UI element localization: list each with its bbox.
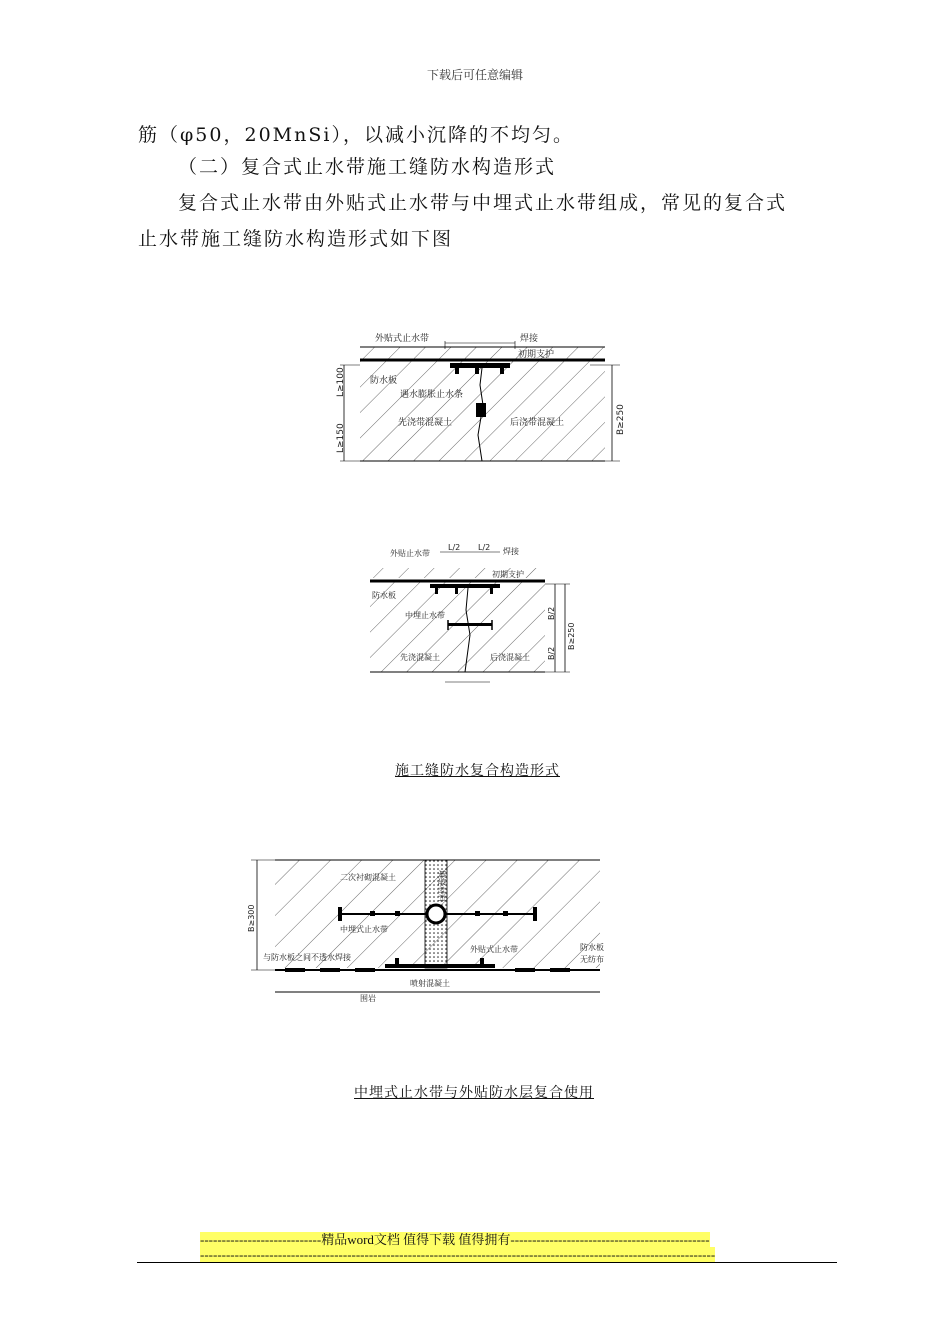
fig2-dim-l2: L/2 xyxy=(478,543,491,552)
fig2-dim-b2a: B/2 xyxy=(547,606,556,620)
caption-2: 中埋式止水带与外贴防水层复合使用 xyxy=(354,1085,594,1101)
fig3-outer-band-label: 外贴式止水带 xyxy=(470,945,518,954)
fig3-shotcrete-label: 喷射混凝土 xyxy=(410,979,450,988)
fig1-weld-label: 焊接 xyxy=(520,334,539,344)
footer-line-1: ----------------------------精品word文档 值得下载 值得拥有---------------------------------------------- xyxy=(200,1232,710,1247)
fig3-board-label: 防水板 xyxy=(580,943,604,952)
outer-waterstop xyxy=(450,363,510,368)
footer-line-2: ----------------------------------------------------------------------------------------------------------------------- xyxy=(200,1247,716,1262)
fig2-first-concrete-label: 先浇混凝土 xyxy=(400,653,440,662)
fig2-mid-band-label: 中埋止水带 xyxy=(405,611,445,620)
fig1-dim-100: L≥100 xyxy=(336,367,346,397)
fig2-outer-band-label: 外贴止水带 xyxy=(390,549,430,558)
fig2-dim-b2b: B/2 xyxy=(547,646,556,660)
fig3-mid-band-label: 中埋式止水带 xyxy=(340,925,388,934)
body-line-1: 筋（φ50，20MnSi），以减小沉降的不均匀。 xyxy=(138,124,574,146)
body-line-4: 止水带施工缝防水构造形式如下图 xyxy=(138,228,454,250)
fig2-weld-label: 焊接 xyxy=(503,547,519,556)
fig2-support-label: 初期支护 xyxy=(492,570,524,579)
mid-waterstop xyxy=(448,623,492,626)
fig1-board-label: 防水板 xyxy=(370,376,398,386)
caption-1: 施工缝防水复合构造形式 xyxy=(395,763,560,779)
footer-rule xyxy=(137,1262,837,1263)
fig1-outer-band-label: 外贴式止水带 xyxy=(375,334,430,344)
figure-3-diagram xyxy=(245,852,615,1002)
fig3-joint-fill-label: 填缝材料 xyxy=(437,870,446,902)
outer-waterstop-2 xyxy=(430,584,500,588)
section-heading: （二）复合式止水带施工缝防水构造形式 xyxy=(178,156,557,178)
fig3-cloth-label: 无纺布 xyxy=(580,955,604,964)
fig3-weld-note: 与防水板之间不透水焊接 xyxy=(263,953,351,962)
fig3-lining-label: 二次衬砌混凝土 xyxy=(340,873,396,882)
fig2-dim-l1: L/2 xyxy=(448,543,461,552)
support-layer xyxy=(360,347,605,359)
page-header: 下载后可任意编辑 xyxy=(426,68,523,82)
fig2-dim-b: B≥250 xyxy=(567,622,576,650)
fig1-support-label: 初期支护 xyxy=(518,350,555,360)
swell-strip xyxy=(476,403,486,417)
figure-1-diagram xyxy=(320,325,630,470)
body-line-3: 复合式止水带由外贴式止水带与中埋式止水带组成，常见的复合式 xyxy=(178,192,788,214)
fig1-swell-label: 遇水膨胀止水条 xyxy=(400,390,464,400)
fig1-first-concrete-label: 先浇带混凝土 xyxy=(398,418,453,428)
fig1-dim-b: B≥250 xyxy=(616,404,626,435)
fig1-dim-150: L≥150 xyxy=(336,423,346,453)
fig3-dim-b: B≥300 xyxy=(247,904,256,932)
fig2-later-concrete-label: 后浇混凝土 xyxy=(490,653,530,662)
figure-2-diagram xyxy=(360,540,590,695)
fig1-later-concrete-label: 后浇带混凝土 xyxy=(510,418,565,428)
outer-waterstop-3 xyxy=(385,964,495,968)
fig3-rock-label: 围岩 xyxy=(360,994,376,1002)
fig2-board-label: 防水板 xyxy=(372,591,396,600)
